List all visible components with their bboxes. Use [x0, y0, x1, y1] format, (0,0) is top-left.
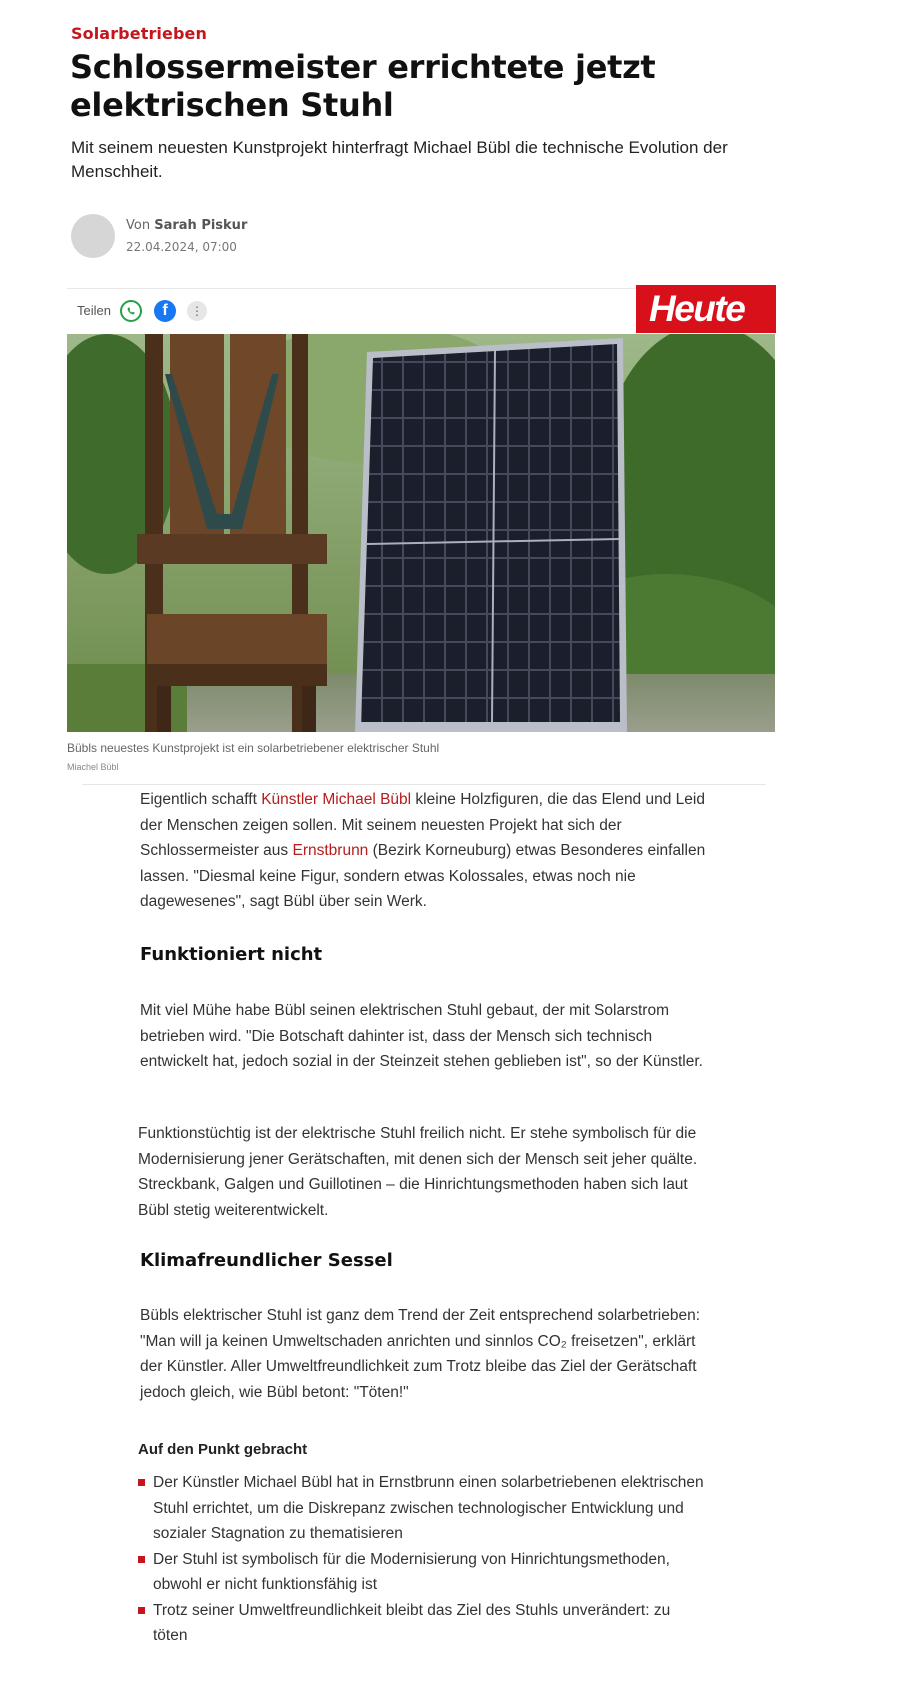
facebook-icon[interactable]: f — [154, 300, 176, 322]
link-ernstbrunn[interactable]: Ernstbrunn — [292, 842, 369, 859]
summary-item-text: Trotz seiner Umweltfreundlichkeit bleibt das Ziel des Stuhls unverändert: zu töten — [153, 1601, 671, 1644]
p1-text-end: (Bezirk Korneuburg) etwas Besonderes einfallen lassen. "Diesmal keine Figur, sondern etwas Kolossales, etwas noch nie dagewesenes", sagt Bübl über sein Werk. — [140, 842, 706, 910]
article-lead: Mit seinem neuesten Kunstprojekt hinterfragt Michael Bübl die technische Evolution der Menschheit. — [71, 138, 728, 181]
image-caption: Bübls neuestes Kunstprojekt ist ein solarbetriebener elektrischer Stuhl — [67, 741, 440, 755]
paragraph-3: Funktionstüchtig ist der elektrische Stuhl freilich nicht. Er stehe symbolisch für die Modernisierung jener Gerätschaften, mit denen sich der Mensch seit jeher quälte. Streckbank, Galgen und Guillotinen – die Hinrichtungsmethoden haben sich laut Bübl stetig weiterentwickelt. — [138, 1125, 698, 1219]
logo-text: Heute — [649, 288, 745, 329]
p1-text-start: Eigentlich schafft — [140, 791, 262, 808]
paragraph-1 — [140, 787, 710, 915]
image-credit: Miachel Bübl — [67, 762, 119, 772]
byline-prefix: Von — [126, 218, 151, 233]
summary-item — [138, 1470, 708, 1547]
summary-item-text: Der Stuhl ist symbolisch für die Modernisierung von Hinrichtungsmethoden, obwohl er nicht funktionsfähig ist — [153, 1550, 670, 1593]
hero-photo-illustration — [67, 334, 775, 732]
summary-item-text: Der Künstler Michael Bübl hat in Ernstbrunn einen solarbetriebenen elektrischen Stuhl errichtet, um die Diskrepanz zwischen technologischer Entwicklung und sozialer Stagnation zu thematisieren — [153, 1474, 704, 1542]
article-headline: Schlossermeister errichtete jetzt elektrischen Stuhl — [70, 48, 656, 124]
more-options-icon[interactable]: ⋮ — [187, 301, 207, 321]
whatsapp-icon[interactable] — [120, 300, 142, 322]
article-kicker: Solarbetrieben — [71, 24, 207, 43]
heute-logo[interactable] — [636, 285, 776, 333]
solar-panel — [355, 338, 627, 732]
share-label: Teilen — [77, 303, 111, 318]
paragraph-4: Bübls elektrischer Stuhl ist ganz dem Trend der Zeit entsprechend solarbetrieben: "Man will ja keinen Umweltschaden anrichten und sinnlos CO₂ freisetzen", erklärt der Künstler. Aller Umweltfreundlichkeit zum Trotz bleibe das Ziel der Gerätschaft jedoch gleich, wie Bübl betont: "Töten!" — [140, 1307, 701, 1401]
paragraph-2: Mit viel Mühe habe Bübl seinen elektrischen Stuhl gebaut, der mit Solarstrom betrieben wird. "Die Botschaft dahinter ist, dass der Mensch sich technisch entwickelt hat, jedoch sozial in der Steinzeit stehen geblieben ist", so der Künstler. — [140, 1002, 703, 1070]
bullet-icon — [138, 1479, 145, 1486]
link-kuenstler-michael-buebl[interactable]: Künstler Michael Bübl — [261, 791, 412, 808]
author-avatar[interactable] — [71, 214, 115, 258]
summary-title: Auf den Punkt gebracht — [138, 1441, 308, 1458]
subheading-funktioniert-nicht: Funktioniert nicht — [140, 944, 323, 965]
author-name[interactable]: Sarah Piskur — [154, 218, 248, 233]
summary-item — [138, 1547, 708, 1598]
subheading-klimafreundlicher-sessel: Klimafreundlicher Sessel — [140, 1250, 393, 1271]
bullet-icon — [138, 1556, 145, 1563]
summary-list — [138, 1470, 708, 1649]
divider — [82, 784, 766, 785]
p1-text-mid: kleine Holzfiguren, die das Elend und Leid der Menschen zeigen sollen. Mit seinem neuesten Projekt hat sich der Schlossermeister aus — [140, 791, 705, 859]
article-hero-image[interactable] — [67, 334, 775, 732]
publish-date: 22.04.2024, 07:00 — [126, 240, 237, 254]
byline — [126, 218, 247, 233]
bullet-icon — [138, 1607, 145, 1614]
summary-item — [138, 1598, 708, 1649]
